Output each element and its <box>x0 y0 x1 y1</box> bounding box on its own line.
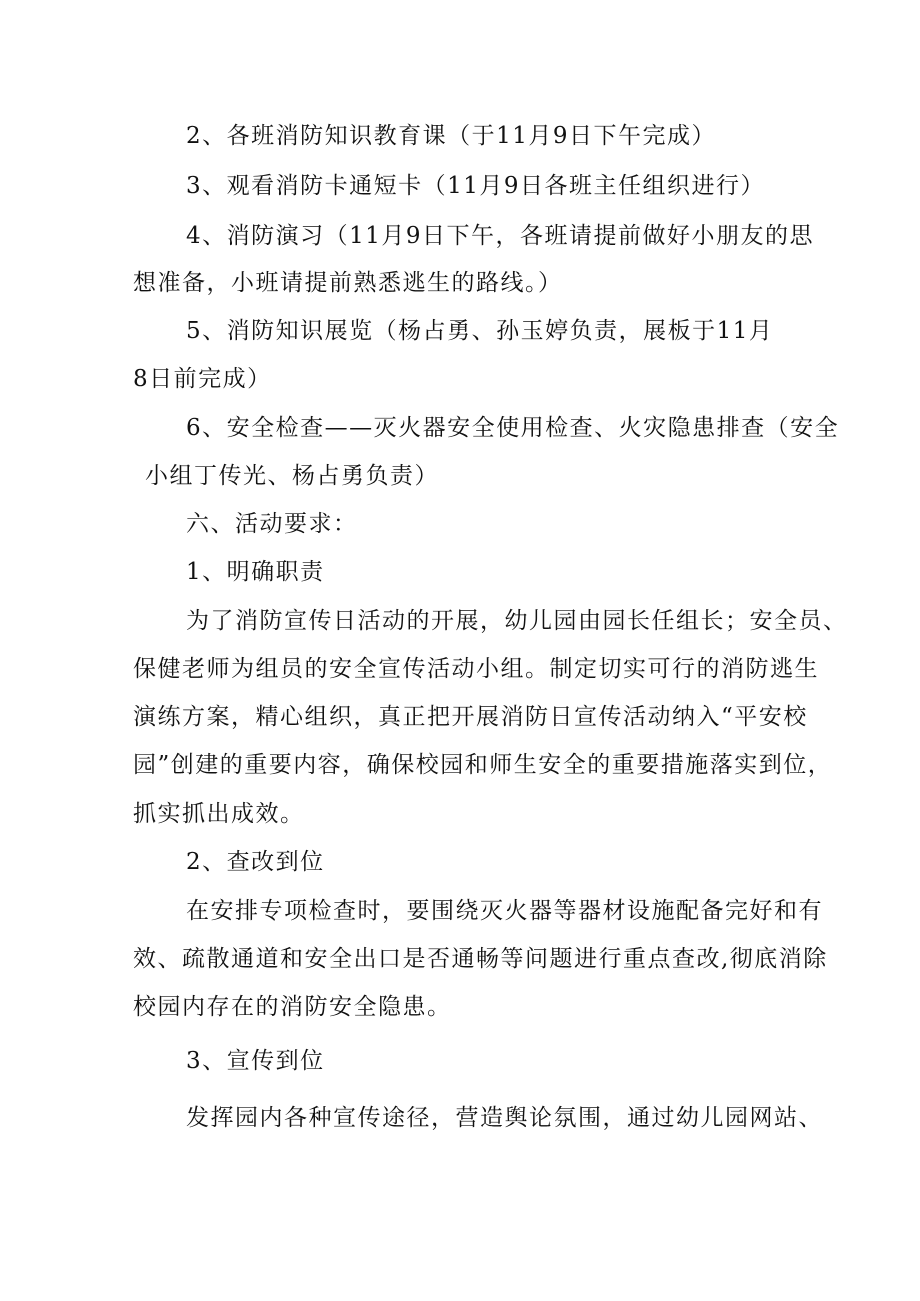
list-item-class-education: 2、各班消防知识教育课（于11月9日下午完成） <box>186 123 717 149</box>
section-heading-requirements: 六、活动要求： <box>186 511 358 537</box>
list-item-exhibition-continued: 8日前完成） <box>133 366 272 392</box>
list-item-exhibition: 5、消防知识展览（杨占勇、孙玉婷负责，展板于11月 <box>186 318 774 344</box>
list-item-cartoon: 3、观看消防卡通短卡（11月9日各班主任组织进行） <box>186 173 766 199</box>
paragraph-line: 效、疏散通道和安全出口是否通畅等问题进行重点查改,彻底消除 <box>133 946 828 972</box>
paragraph-line: 校园内存在的消防安全隐患。 <box>133 994 452 1020</box>
paragraph-line: 为了消防宣传日活动的开展，幼儿园由园长任组长；安全员、 <box>186 608 848 634</box>
paragraph-line: 园”创建的重要内容，确保校园和师生安全的重要措施落实到位， <box>133 752 833 778</box>
list-item-drill-continued: 想准备，小班请提前熟悉逃生的路线。） <box>133 270 563 296</box>
list-item-drill: 4、消防演习（11月9日下午，各班请提前做好小朋友的思 <box>186 223 815 249</box>
paragraph-line: 发挥园内各种宣传途径，营造舆论氛围，通过幼儿园网站、 <box>186 1105 823 1131</box>
paragraph-line: 抓实抓出成效。 <box>133 801 305 827</box>
subheading-inspection: 2、查改到位 <box>186 849 325 875</box>
subheading-publicity: 3、宣传到位 <box>186 1048 325 1074</box>
paragraph-line: 演练方案，精心组织，真正把开展消防日宣传活动纳入“平安校 <box>133 704 808 730</box>
list-item-safety-check: 6、安全检查——灭火器安全使用检查、火灾隐患排查（安全 <box>186 415 840 441</box>
subheading-responsibility: 1、明确职责 <box>186 559 325 585</box>
list-item-safety-check-continued: 小组丁传光、杨占勇负责） <box>145 463 439 489</box>
paragraph-line: 在安排专项检查时，要围绕灭火器等器材设施配备完好和有 <box>186 898 823 924</box>
paragraph-line: 保健老师为组员的安全宣传活动小组。制定切实可行的消防逃生 <box>133 656 819 682</box>
